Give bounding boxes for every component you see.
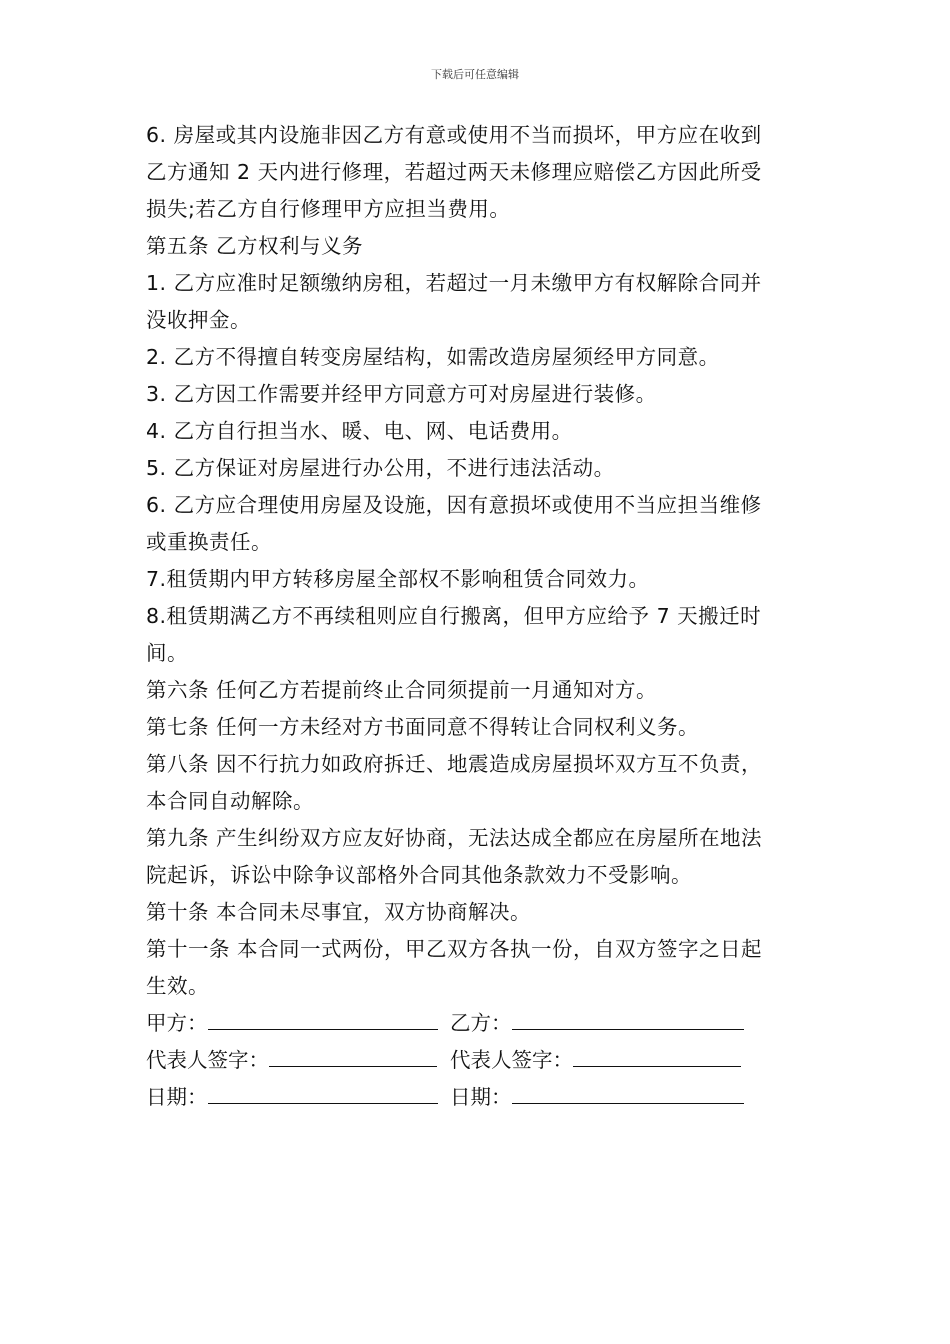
section-heading: 第六条 任何乙方若提前终止合同须提前一月通知对方。 (146, 678, 658, 702)
section-heading: 第八条 因不行抗力如政府拆迁、地震造成房屋损坏双方互不负责， (146, 752, 763, 776)
rep-b-label: 代表人签字： (450, 1048, 573, 1072)
signature-row-representative (146, 1042, 816, 1079)
signature-row-date (146, 1079, 816, 1116)
rep-b-blank[interactable] (573, 1042, 741, 1067)
contract-body (146, 117, 816, 1116)
party-b-blank[interactable] (512, 1005, 744, 1030)
date-b-blank[interactable] (512, 1079, 744, 1104)
text-line: 4. 乙方自行担当水、暖、电、网、电话费用。 (146, 419, 573, 443)
text-line: 6. 乙方应合理使用房屋及设施，因有意损坏或使用不当应担当维修 (146, 493, 762, 517)
rep-a-label: 代表人签字： (146, 1048, 269, 1072)
text-line: 6. 房屋或其内设施非因乙方有意或使用不当而损坏，甲方应在收到 (146, 123, 762, 147)
text-line: 8.租赁期满乙方不再续租则应自行搬离，但甲方应给予 7 天搬迁时 (146, 604, 762, 628)
rep-a-blank[interactable] (269, 1042, 437, 1067)
text-line: 没收押金。 (146, 308, 251, 332)
date-a-label: 日期： (146, 1085, 208, 1109)
text-line: 3. 乙方因工作需要并经甲方同意方可对房屋进行装修。 (146, 382, 657, 406)
section-heading: 第九条 产生纠纷双方应友好协商，无法达成全都应在房屋所在地法 (146, 826, 763, 850)
text-line: 7.租赁期内甲方转移房屋全部权不影响租赁合同效力。 (146, 567, 650, 591)
section-heading: 第十一条 本合同一式两份，甲乙双方各执一份，自双方签字之日起 (146, 937, 763, 961)
text-line: 损失;若乙方自行修理甲方应担当费用。 (146, 197, 511, 221)
text-line: 生效。 (146, 974, 209, 998)
text-line: 乙方通知 2 天内进行修理，若超过两天未修理应赔偿乙方因此所受 (146, 160, 762, 184)
party-b-label: 乙方： (450, 1011, 512, 1035)
signature-row-party (146, 1005, 816, 1042)
party-a-blank[interactable] (208, 1005, 438, 1030)
text-line: 2. 乙方不得擅自转变房屋结构，如需改造房屋须经甲方同意。 (146, 345, 720, 369)
text-line: 间。 (146, 641, 188, 665)
text-line: 或重换责任。 (146, 530, 272, 554)
section-heading: 第十条 本合同未尽事宜，双方协商解决。 (146, 900, 532, 924)
date-a-blank[interactable] (208, 1079, 438, 1104)
section-heading: 第五条 乙方权利与义务 (146, 234, 364, 258)
text-line: 院起诉，诉讼中除争议部格外合同其他条款效力不受影响。 (146, 863, 692, 887)
party-a-label: 甲方： (146, 1011, 208, 1035)
text-line: 5. 乙方保证对房屋进行办公用，不进行违法活动。 (146, 456, 615, 480)
page-header: 下载后可任意编辑 (431, 68, 519, 81)
section-heading: 第七条 任何一方未经对方书面同意不得转让合同权利义务。 (146, 715, 700, 739)
date-b-label: 日期： (450, 1085, 512, 1109)
text-line: 本合同自动解除。 (146, 789, 314, 813)
text-line: 1. 乙方应准时足额缴纳房租，若超过一月未缴甲方有权解除合同并 (146, 271, 762, 295)
